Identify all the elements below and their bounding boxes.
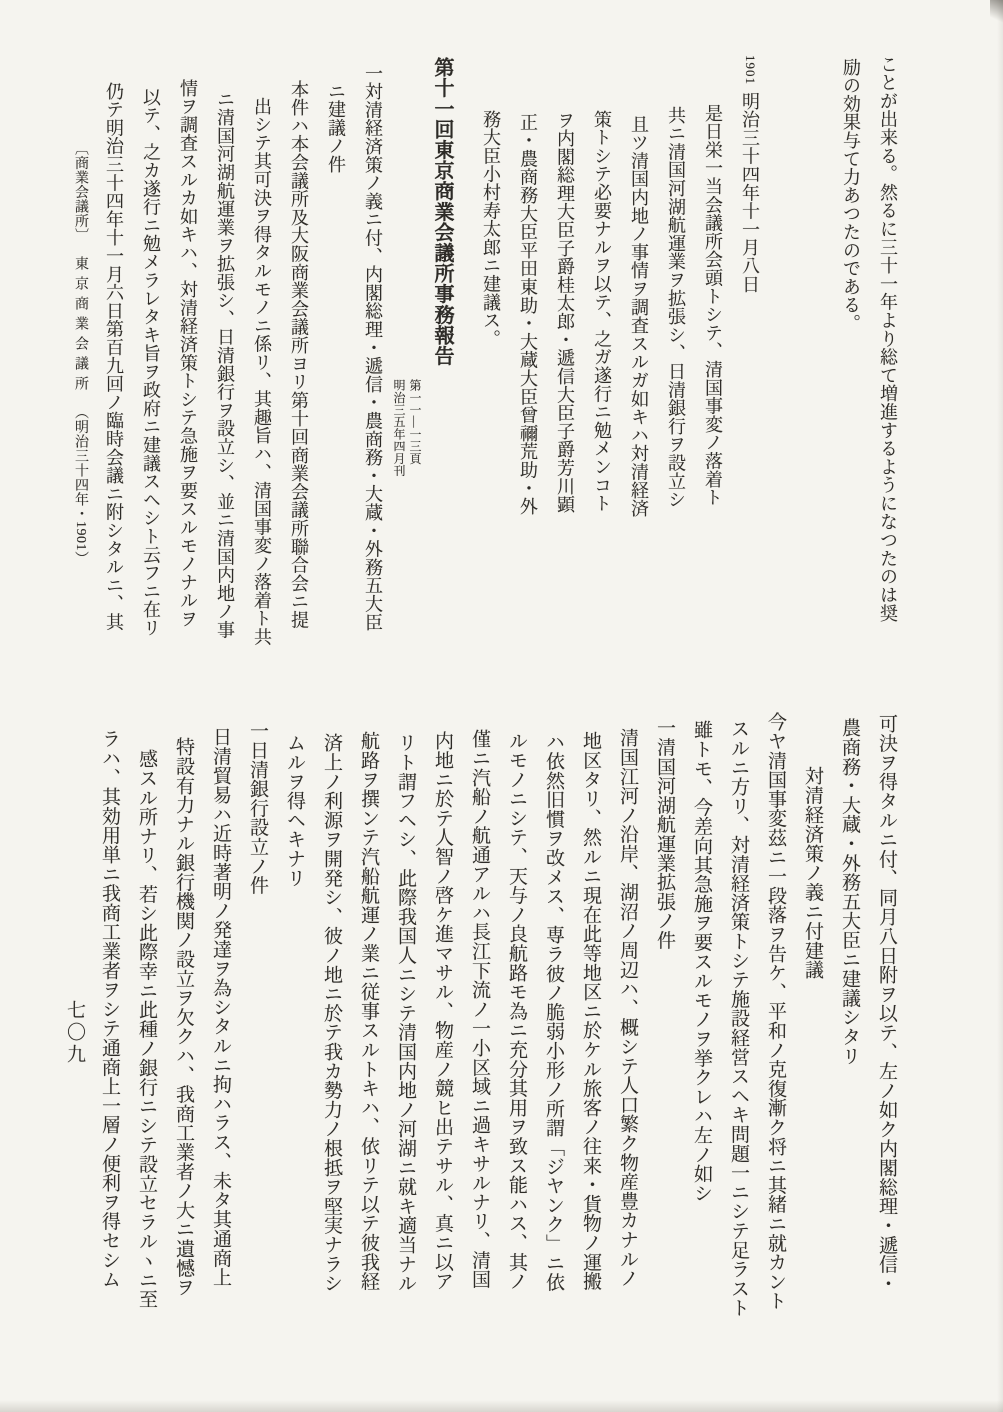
page-edge-shadow bbox=[0, 1400, 1003, 1412]
text-line: ラハ、其効用単ニ我商工業者ヲシテ通商上一層ノ便利ヲ得セシム bbox=[99, 729, 120, 1289]
running-head-title: 東京商業会議所 bbox=[73, 255, 88, 396]
text-line: 内地ニ於テ人智ノ啓ケ進マサル、物産ノ競ヒ出テサル、真ニ以ア bbox=[432, 731, 453, 1291]
text-line: ことが出来る。然るに三十一年より総て増進するようになつたのは奨 bbox=[878, 55, 898, 623]
text-line: ニ建議ノ件 bbox=[326, 82, 346, 174]
text-line: 以テ、之カ遂行ニ勉メラレタキ旨ヲ政府ニ建議スヘシト云フニ在リ bbox=[141, 88, 161, 637]
text-line: ムルヲ得ヘキナリ bbox=[284, 733, 305, 888]
text-line: 本件ハ本会議所及大阪商業会議所ヨリ第十回商業会議所聯合会ニ提 bbox=[289, 80, 309, 629]
text-line: スルニ方リ、対清経済策トシテ施設経営スヘキ問題一ニシテ足ラスト bbox=[728, 719, 749, 1318]
text-line: 是日栄一当会議所会頭トシテ、清国事変ノ落着ト bbox=[703, 104, 723, 507]
text-line: 且ツ清国内地ノ事情ヲ調査スルガ如キハ対清経済 bbox=[629, 115, 649, 518]
text-line: 可決ヲ得タルニ付、同月八日附ヲ以テ、左ノ如ク内閣総理・遞信・ bbox=[876, 714, 897, 1293]
item-line: 一対清経済策ノ義ニ付、内閣総理・遞信・農商務・大蔵・外務五大臣 bbox=[363, 64, 383, 632]
running-head-category: 〔商業会議所〕 bbox=[73, 141, 88, 243]
running-head bbox=[65, 55, 95, 670]
text-line: 情ヲ調査スルカ如キハ、対清経済策トシテ急施ヲ要スルモノナルヲ bbox=[178, 79, 198, 628]
text-line: 日清貿易ハ近時著明ノ発達ヲ為シタルニ拘ハラス、未タ其通商上 bbox=[210, 727, 231, 1287]
page-edge-shadow-right bbox=[997, 0, 1003, 1412]
text-line: 済上ノ利源ヲ開発シ、彼ノ地ニ於テ我カ勢力ノ根抵ヲ堅実ナラシ bbox=[321, 733, 342, 1293]
text-line: 正・農商務大臣平田東助・大蔵大臣曾禰荒助・外 bbox=[518, 113, 538, 516]
text-line: 仍テ明治三十四年十一月六日第百九回ノ臨時会議ニ附シタルニ、其 bbox=[104, 82, 124, 631]
petition-heading: 対清経済策ノ義ニ付建議 bbox=[802, 766, 823, 980]
text-line: 地区タリ、然ルニ現在此等地区ニ於ケル旅客ノ往来・貨物ノ運搬 bbox=[580, 731, 601, 1291]
text-line: 出シテ其可決ヲ得タルモノニ係リ、其趣旨ハ、清国事変ノ落着ト共 bbox=[252, 97, 272, 646]
text-line: ハ依然旧慣ヲ改メス、専ラ彼ノ脆弱小形ノ所謂「ジヤンク」ニ依 bbox=[543, 732, 564, 1292]
source-note bbox=[391, 55, 423, 670]
text-line: 今ヤ清国事変茲ニ一段落ヲ告ケ、平和ノ克復漸ク将ニ其緒ニ就カント bbox=[765, 712, 786, 1311]
text-line: 感スル所ナリ、若シ此際幸ニ此種ノ銀行ニシテ設立セラルヽニ至 bbox=[136, 749, 157, 1309]
text-line: 清国江河ノ沿岸、湖沼ノ周辺ハ、概シテ人口繁ク物産豊カナルノ bbox=[617, 728, 638, 1288]
text-line: 航路ヲ撰ンテ汽船航運ノ業ニ従事スルトキハ、依リテ以テ彼我経 bbox=[358, 731, 379, 1291]
text-line: リト謂フヘシ、此際我国人ニシテ清国内地ノ河湖ニ就キ適当ナル bbox=[395, 733, 416, 1293]
text-line: 務大臣小村寿太郎ニ建議ス。 bbox=[481, 110, 501, 348]
running-head-edition: （明治三十四年・1901） bbox=[73, 404, 88, 565]
year-label: 1901 bbox=[743, 55, 758, 85]
report-title: 第十一回東京商業会議所事務報告 bbox=[431, 57, 453, 366]
date-line: 1901明治三十四年十一月八日 bbox=[740, 55, 760, 294]
item-line: 一清国河湖航運業拡張ノ件 bbox=[654, 718, 675, 950]
page-number: 七〇九 bbox=[64, 1000, 85, 1066]
text-line: 僅ニ汽船ノ航通アルハ長江下流ノ一小区域ニ過キサルナリ、清国 bbox=[469, 729, 490, 1289]
text-line: 励の効果与て力あつたのである。 bbox=[841, 58, 861, 333]
item-line: 一日清銀行設立ノ件 bbox=[247, 721, 268, 895]
text-line: ルモノニシテ、天与ノ良航路モ為ニ充分其用ヲ致ス能ハス、其ノ bbox=[506, 731, 527, 1291]
text-line: 特設有力ナル銀行機関ノ設立ヲ欠クハ、我商工業者ノ大ニ遺憾ヲ bbox=[173, 737, 194, 1297]
source-note-line: 明治三五年四月刊 bbox=[392, 379, 406, 477]
text-line: 雖トモ、今差向其急施ヲ要スルモノヲ挙クレハ左ノ如シ bbox=[691, 720, 712, 1203]
bottom-text-block bbox=[57, 712, 905, 1382]
text-line: 農商務・大蔵・外務五大臣ニ建議シタリ bbox=[839, 718, 860, 1066]
text-line: 策トシテ必要ナルヲ以テ、之ガ遂行ニ勉メンコト bbox=[592, 110, 612, 513]
source-note-line: 第一一—一三頁 bbox=[408, 379, 422, 465]
text-line: ニ清国河湖航運業ヲ拡張シ、日清銀行ヲ設立シ、並ニ清国内地ノ事 bbox=[215, 90, 235, 639]
top-text-block bbox=[65, 55, 906, 670]
text-line: ヲ内閣総理大臣子爵桂太郎・遞信大臣子爵芳川顕 bbox=[555, 111, 575, 514]
text-line: 共ニ清国河湖航運業ヲ拡張シ、日清銀行ヲ設立シ bbox=[666, 106, 686, 509]
